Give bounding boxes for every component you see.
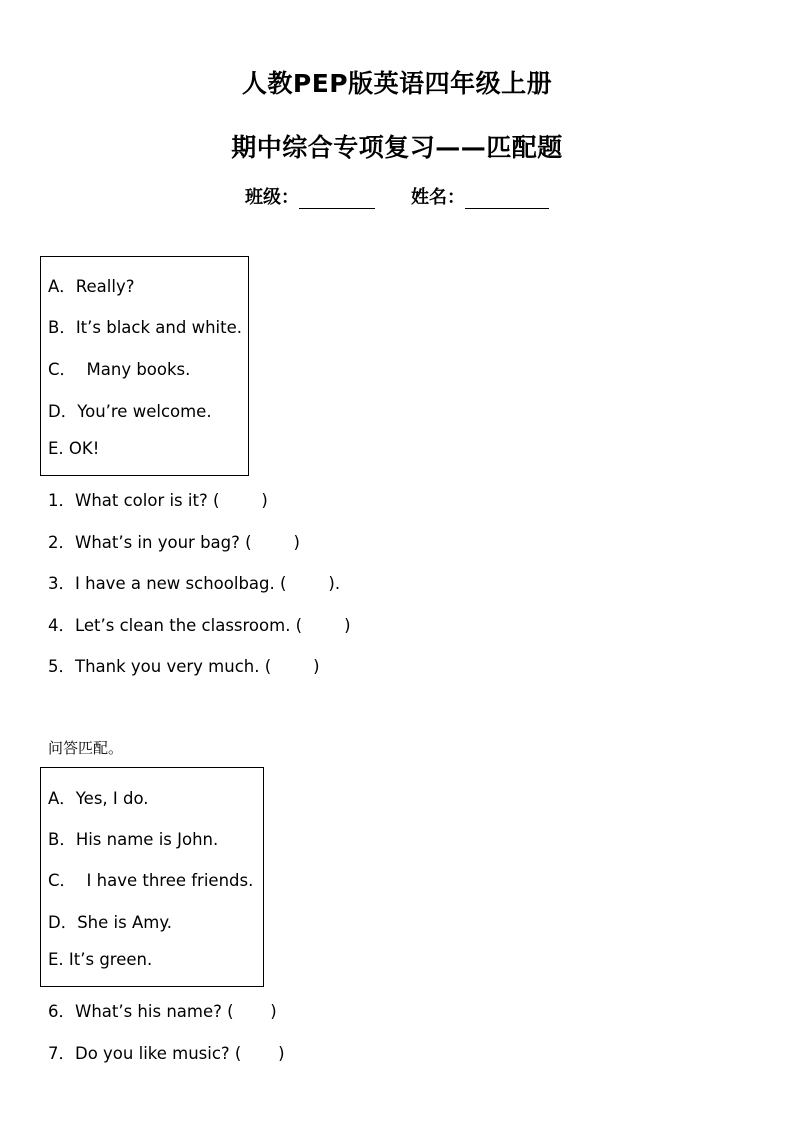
question-item: 7．Do you like music? ( ) xyxy=(48,1044,285,1063)
option-item: E. OK! xyxy=(48,439,100,458)
option-item: B．His name is John. xyxy=(48,830,219,849)
class-label: 班级： xyxy=(245,187,299,208)
option-item: D．You’re welcome. xyxy=(48,402,212,421)
option-item: E. It’s green. xyxy=(48,950,153,969)
class-blank[interactable] xyxy=(299,190,375,209)
question-item: 4．Let’s clean the classroom. ( ) xyxy=(48,616,351,635)
page-title: 人教PEP版英语四年级上册 xyxy=(241,69,553,98)
question-item: 2．What’s in your bag? ( ) xyxy=(48,533,300,552)
question-item: 3．I have a new schoolbag. ( ). xyxy=(48,574,341,593)
option-item: A．Yes, I do. xyxy=(48,789,149,808)
option-item: C． Many books. xyxy=(48,360,191,379)
option-item: A．Really? xyxy=(48,277,135,296)
name-blank[interactable] xyxy=(465,190,549,209)
question-item: 6．What’s his name? ( ) xyxy=(48,1002,277,1021)
option-item: D．She is Amy. xyxy=(48,913,172,932)
section-instruction: 问答匹配。 xyxy=(48,739,124,757)
student-info-row xyxy=(0,183,794,209)
question-item: 1．What color is it? ( ) xyxy=(48,491,268,510)
question-item: 5．Thank you very much. ( ) xyxy=(48,657,320,676)
name-label: 姓名： xyxy=(411,187,465,208)
option-item: B．It’s black and white. xyxy=(48,318,242,337)
page-subtitle: 期中综合专项复习——匹配题 xyxy=(231,133,563,162)
option-item: C． I have three friends. xyxy=(48,871,254,890)
